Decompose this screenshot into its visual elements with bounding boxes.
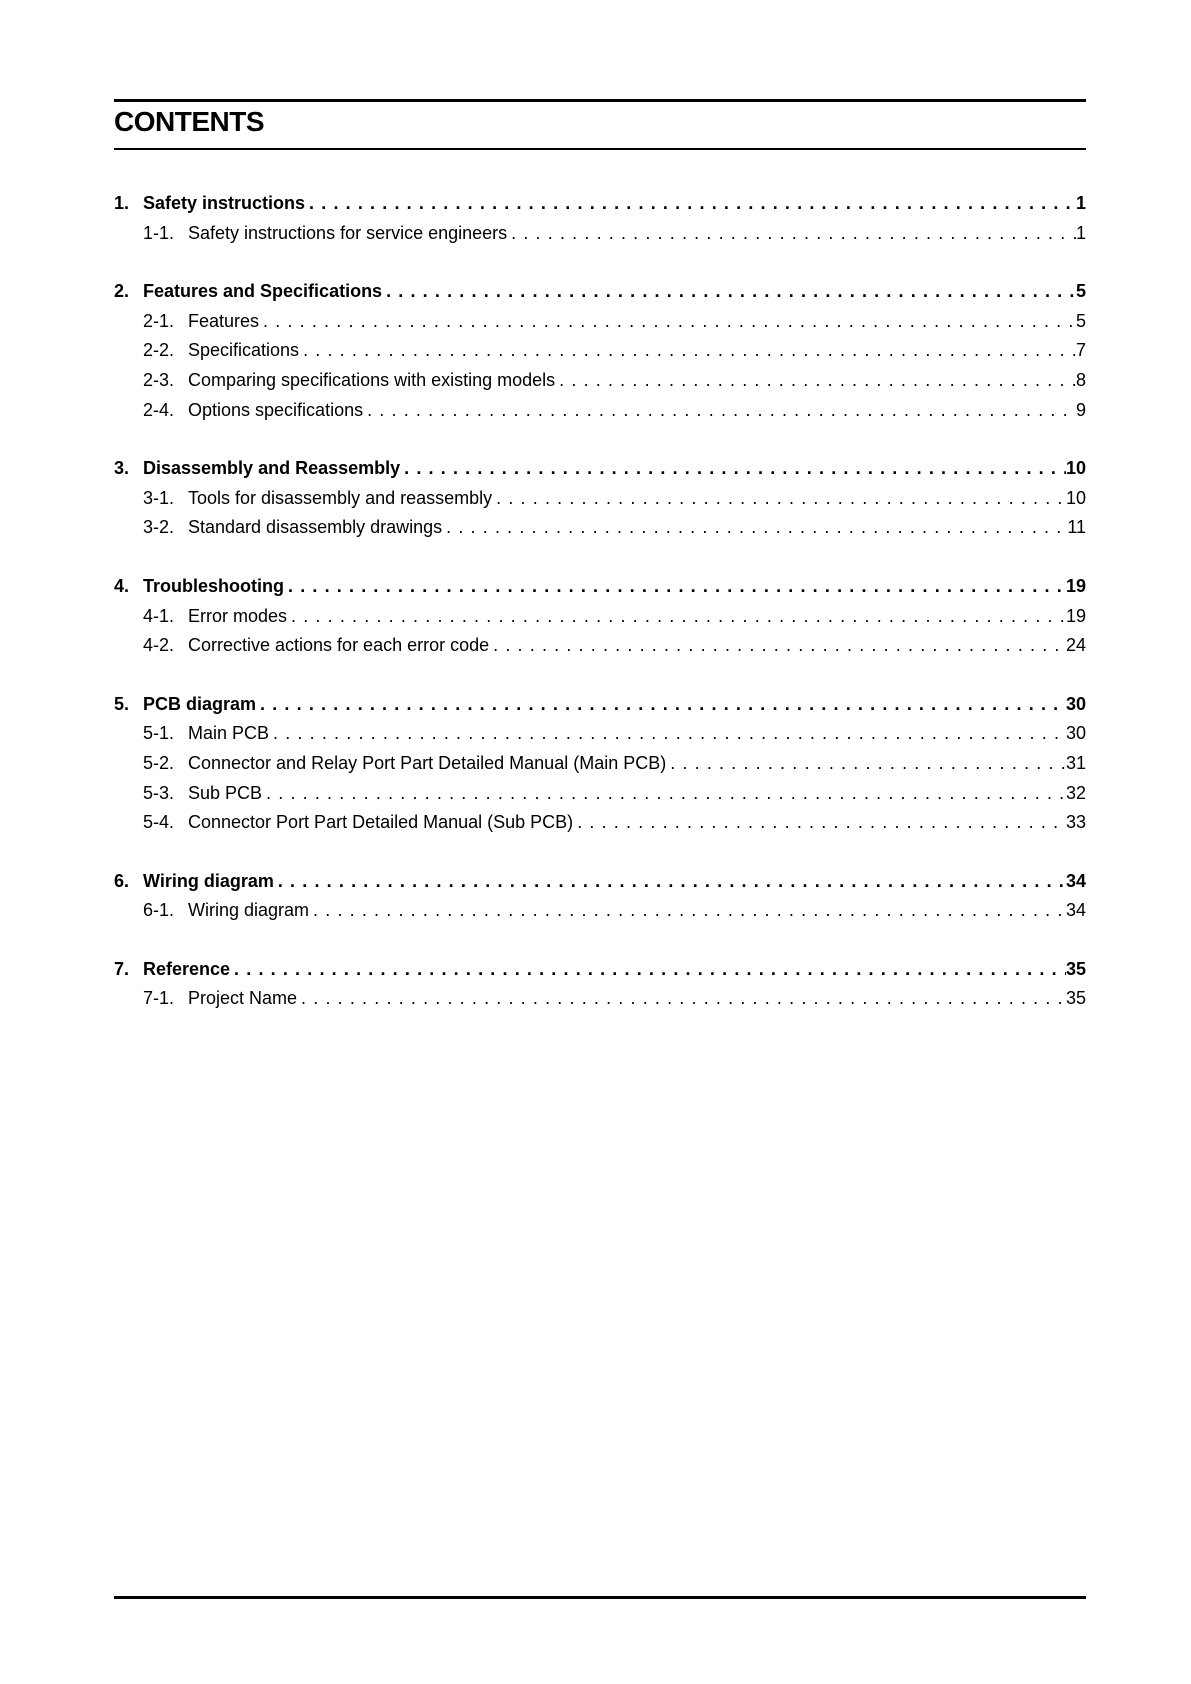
dot-leader	[382, 277, 1076, 307]
entry-number: 6.	[114, 870, 130, 891]
entry-page-number: 35	[1065, 988, 1086, 1009]
dot-leader	[287, 602, 1066, 632]
entry-label: Features	[188, 310, 260, 331]
toc-subsection-entry[interactable]	[114, 808, 1086, 838]
entry-page-number: 34	[1065, 870, 1086, 891]
entry-label: Safety instructions	[143, 193, 306, 213]
entry-label: Standard disassembly drawings	[188, 517, 443, 538]
entry-label: Tools for disassembly and reassembly	[188, 487, 493, 508]
entry-number: 5-4.	[143, 812, 175, 833]
entry-number: 2-3.	[143, 369, 175, 390]
toc-section	[114, 867, 1086, 926]
toc-subsection-entry[interactable]	[114, 896, 1086, 926]
entry-number: 1.	[114, 193, 130, 213]
entry-label: PCB diagram	[143, 693, 257, 714]
toc-subsection-entry[interactable]	[114, 396, 1086, 426]
entry-number: 3.	[114, 458, 130, 479]
entry-label: Reference	[143, 958, 231, 979]
toc-subsection-entry[interactable]	[114, 336, 1086, 366]
entry-number: 4-1.	[143, 605, 175, 626]
entry-page-number: 9	[1075, 399, 1086, 420]
dot-leader	[442, 513, 1067, 543]
entry-label: Main PCB	[188, 723, 270, 744]
entry-number: 2-1.	[143, 310, 175, 331]
entry-label: Sub PCB	[188, 782, 263, 803]
entry-label: Features and Specifications	[143, 281, 383, 302]
entry-page-number: 34	[1065, 900, 1086, 921]
toc-subsection-entry[interactable]	[114, 749, 1086, 779]
entry-number: 7.	[114, 958, 130, 979]
entry-page-number: 1	[1075, 193, 1086, 213]
dot-leader	[256, 690, 1066, 720]
entry-page-number: 11	[1067, 517, 1086, 538]
entry-number: 2.	[114, 281, 130, 302]
entry-page-number: 31	[1065, 752, 1086, 773]
dot-leader	[555, 366, 1076, 396]
entry-page-number: 5	[1075, 281, 1086, 302]
entry-number: 3-1.	[143, 487, 175, 508]
toc-section	[114, 955, 1086, 1014]
entry-number: 5-1.	[143, 723, 175, 744]
toc-section-entry[interactable]	[114, 189, 1086, 219]
dot-leader	[284, 572, 1066, 602]
toc-section	[114, 454, 1086, 543]
entry-number: 6-1.	[143, 900, 175, 921]
dot-leader	[309, 896, 1066, 926]
entry-page-number: 30	[1065, 723, 1086, 744]
toc-subsection-entry[interactable]	[114, 779, 1086, 809]
entry-label: Connector and Relay Port Part Detailed Manual (Main PCB)	[188, 752, 667, 773]
toc-subsection-entry[interactable]	[114, 366, 1086, 396]
toc-section-entry[interactable]	[114, 277, 1086, 307]
toc-subsection-entry[interactable]	[114, 307, 1086, 337]
bottom-rule	[114, 1596, 1086, 1599]
entry-page-number: 24	[1065, 635, 1086, 656]
top-rule	[114, 99, 1086, 102]
toc-subsection-entry[interactable]	[114, 484, 1086, 514]
dot-leader	[492, 484, 1066, 514]
toc-subsection-entry[interactable]	[114, 984, 1086, 1014]
dot-leader	[489, 631, 1066, 661]
entry-label: Connector Port Part Detailed Manual (Sub PCB)	[188, 812, 574, 833]
entry-label: Options specifications	[188, 399, 364, 420]
entry-number: 4.	[114, 575, 130, 596]
entry-number: 2-2.	[143, 340, 175, 361]
toc-section-entry[interactable]	[114, 867, 1086, 897]
dot-leader	[262, 779, 1066, 809]
entry-label: Safety instructions for service engineers	[188, 222, 508, 243]
entry-page-number: 33	[1065, 812, 1086, 833]
entry-page-number: 7	[1075, 340, 1086, 361]
title-rule	[114, 148, 1086, 150]
table-of-contents	[114, 189, 1086, 1043]
entry-label: Error modes	[188, 605, 288, 626]
entry-number: 7-1.	[143, 988, 175, 1009]
dot-leader	[299, 336, 1076, 366]
entry-label: Project Name	[188, 988, 298, 1009]
entry-number: 5-2.	[143, 752, 175, 773]
dot-leader	[230, 955, 1066, 985]
entry-label: Comparing specifications with existing models	[188, 369, 556, 390]
toc-section	[114, 690, 1086, 838]
entry-number: 5.	[114, 693, 130, 714]
toc-section	[114, 189, 1086, 248]
entry-number: 3-2.	[143, 517, 175, 538]
entry-label: Troubleshooting	[143, 575, 284, 596]
entry-page-number: 10	[1065, 487, 1086, 508]
dot-leader	[297, 984, 1066, 1014]
toc-section-entry[interactable]	[114, 955, 1086, 985]
dot-leader	[363, 396, 1076, 426]
toc-subsection-entry[interactable]	[114, 719, 1086, 749]
page-title: CONTENTS	[114, 106, 264, 137]
dot-leader	[666, 749, 1066, 779]
toc-section-entry[interactable]	[114, 572, 1086, 602]
entry-number: 2-4.	[143, 399, 175, 420]
dot-leader	[269, 719, 1066, 749]
toc-section-entry[interactable]	[114, 690, 1086, 720]
entry-page-number: 1	[1075, 222, 1086, 243]
toc-section-entry[interactable]	[114, 454, 1086, 484]
entry-label: Wiring diagram	[143, 870, 274, 891]
entry-page-number: 5	[1075, 310, 1086, 331]
dot-leader	[259, 307, 1076, 337]
toc-subsection-entry[interactable]	[114, 631, 1086, 661]
dot-leader	[573, 808, 1066, 838]
entry-page-number: 19	[1065, 605, 1086, 626]
entry-number: 1-1.	[143, 222, 175, 243]
entry-page-number: 19	[1065, 575, 1086, 596]
dot-leader	[305, 189, 1076, 219]
dot-leader	[274, 867, 1066, 897]
dot-leader	[507, 219, 1076, 249]
entry-page-number: 10	[1065, 458, 1086, 479]
toc-section	[114, 572, 1086, 661]
entry-page-number: 8	[1075, 369, 1086, 390]
entry-page-number: 35	[1065, 958, 1086, 979]
entry-label: Disassembly and Reassembly	[143, 458, 401, 479]
toc-subsection-entry[interactable]	[114, 219, 1086, 249]
entry-page-number: 32	[1065, 782, 1086, 803]
entry-label: Corrective actions for each error code	[188, 635, 490, 656]
toc-subsection-entry[interactable]	[114, 602, 1086, 632]
entry-page-number: 30	[1065, 693, 1086, 714]
entry-label: Specifications	[188, 340, 300, 361]
toc-section	[114, 277, 1086, 425]
entry-number: 5-3.	[143, 782, 175, 803]
toc-subsection-entry[interactable]	[114, 513, 1086, 543]
dot-leader	[400, 454, 1066, 484]
entry-number: 4-2.	[143, 635, 175, 656]
entry-label: Wiring diagram	[188, 900, 310, 921]
